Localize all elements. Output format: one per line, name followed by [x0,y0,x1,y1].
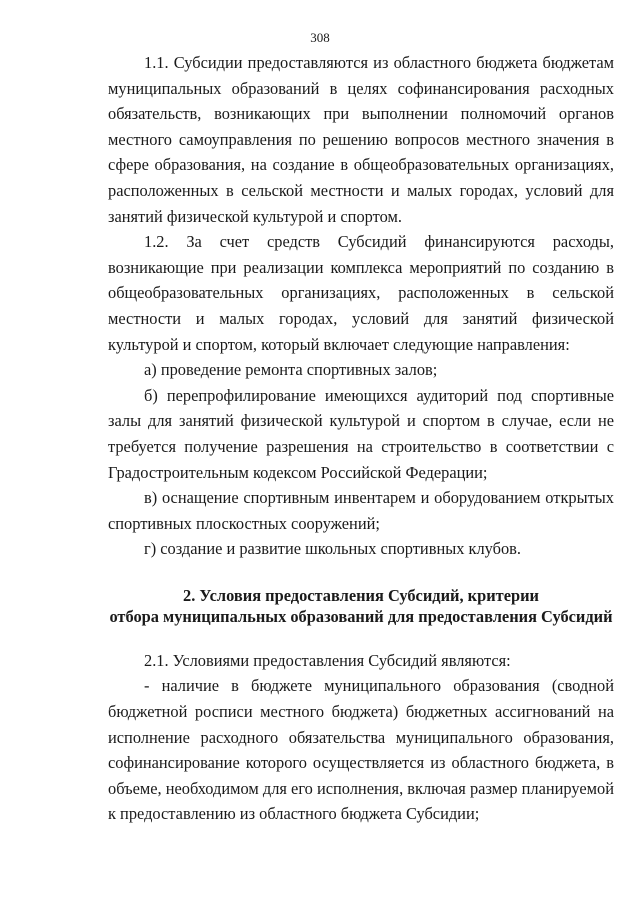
section-heading-line-2: отбора муниципальных образований для предоставления Субсидий [109,606,613,626]
condition-item-1: - наличие в бюджете муниципального образования (сводной бюджетной росписи местного бюджета) бюджетных ассигнований на исполнение расходного обязательства муниципального образования, софинансирование которого осуществляется из областного бюджета, в объеме, необходимом для его исполнения, включая размер планируемой к предоставлению из областного бюджета Субсидии; [108,676,614,824]
paragraph-2-1: 2.1. Условиями предоставления Субсидий являются: [144,650,511,670]
section-heading-line-1: 2. Условия предоставления Субсидий, критерии [183,585,539,605]
list-item-b: б) перепрофилирование имеющихся аудиторий под спортивные залы для занятий физической культурой и спортом в случае, если не требуется получение разрешения на строительство в соответствии с Градостроительным кодексом Российской Федерации; [108,385,614,482]
list-item-v: в) оснащение спортивным инвентарем и оборудованием открытых спортивных плоскостных сооружений; [108,488,614,533]
list-item-a: а) проведение ремонта спортивных залов; [144,360,438,380]
section-heading [108,585,614,627]
document-body [108,50,614,827]
list-item-g: г) создание и развитие школьных спортивных клубов. [144,539,522,559]
page-number: 308 [310,30,330,45]
paragraph-1-1: 1.1. Субсидии предоставляются из областного бюджета бюджетам муниципальных образований в целях софинансирования расходных обязательств, возникающих при выполнении полномочий органов местного самоуправления по решению вопросов местного значения в сфере образования, на создание в общеобразовательных организациях, расположенных в сельской местности и малых городах, условий для занятий физической культурой и спортом. [108,53,614,226]
paragraph-1-2: 1.2. За счет средств Субсидий финансируются расходы, возникающие при реализации комплекса мероприятий по созданию в общеобразовательных организациях, расположенных в сельской местности и малых городах, условий для занятий физической культурой и спортом, который включает следующие направления: [108,232,614,354]
